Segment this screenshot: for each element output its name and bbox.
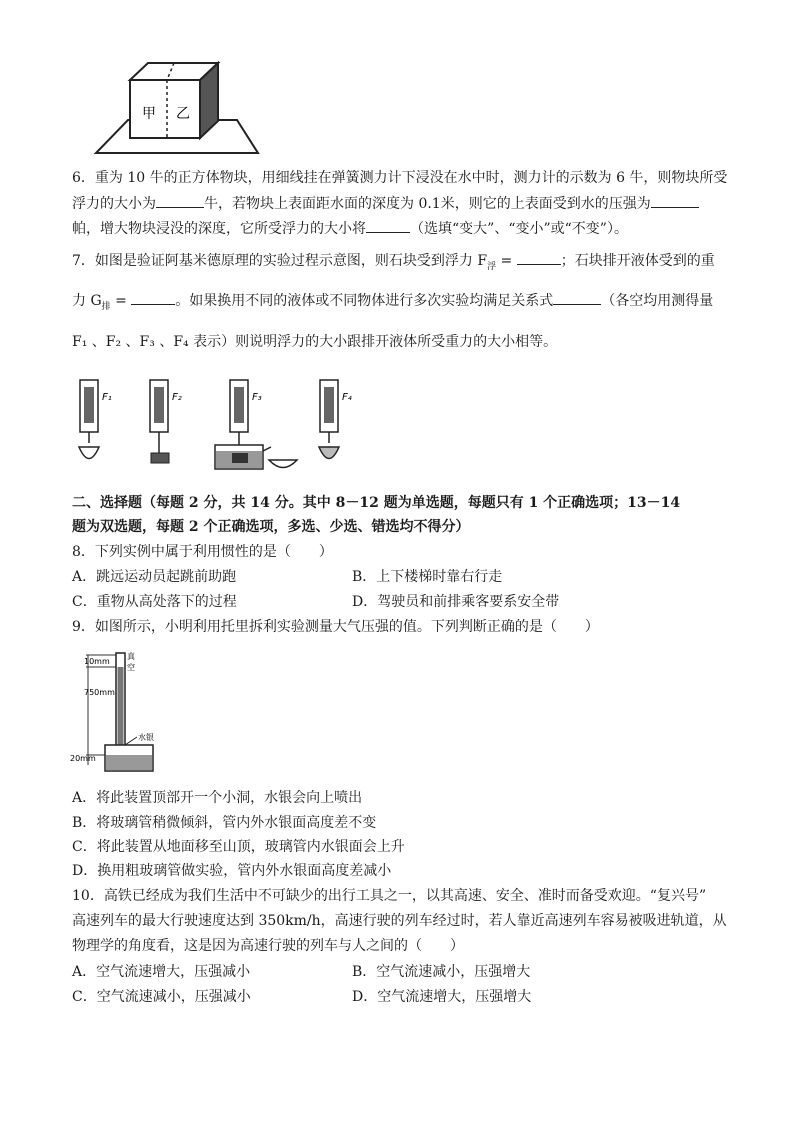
- q10-option-d[interactable]: D．空气流速增大，压强增大: [352, 989, 532, 1005]
- cube-on-table-figure: [92, 55, 262, 160]
- label-f1: F₁: [102, 392, 112, 403]
- q7-subscript: 浮: [487, 261, 497, 272]
- spring-scale-2: [150, 380, 182, 463]
- q7-subscript: 排: [101, 301, 111, 312]
- q7-line-3: F₁ 、F₂ 、F₃ 、F₄ 表示）则说明浮力的大小跟排开液体所受重力的大小相等。: [72, 334, 558, 350]
- q9-option-b[interactable]: B．将玻璃管稍微倾斜，管内外水银面高度差不变: [72, 815, 377, 831]
- label-f2: F₂: [172, 392, 182, 403]
- q7-text: ；石块排开液体受到的重: [560, 253, 715, 269]
- q6-answer-blank-2[interactable]: [651, 193, 699, 208]
- label-750mm: 750mm: [84, 688, 115, 697]
- q7-answer-blank-3[interactable]: [553, 290, 601, 305]
- spring-scale-4: [319, 380, 352, 459]
- q8-stem: 8．下列实例中属于利用惯性的是（ ）: [72, 544, 333, 560]
- q7-line-1: [72, 250, 715, 277]
- q6-line-1: 6．重为 10 牛的正方体物块，用细线挂在弹簧测力计下浸没在水中时，测力计的示数为 6 牛，则物块所受: [72, 170, 728, 186]
- q10-line-1: 10．高铁已经成为我们生活中不可缺少的出行工具之一，以其高速、安全、准时而备受欢迎。“复兴号”: [72, 888, 707, 904]
- cube-label-right: 乙: [176, 106, 190, 122]
- label-vacuum-1: 真: [127, 652, 135, 661]
- label-vacuum-2: 空: [127, 663, 135, 672]
- q10-line-3: 物理学的角度看，这是因为高速行驶的列车与人之间的（ ）: [72, 938, 464, 954]
- q9-option-a[interactable]: A．将此装置顶部开一个小洞，水银会向上喷出: [72, 790, 363, 806]
- q6-answer-blank-3[interactable]: [366, 218, 410, 233]
- q7-text: =: [110, 293, 132, 309]
- spring-scale-3: [215, 380, 297, 469]
- cube-label-left: 甲: [142, 106, 156, 122]
- label-f3: F₃: [252, 392, 262, 403]
- section-2-header-line-1: 二、选择题（每题 2 分，共 14 分。其中 8－12 题为单选题，每题只有 1 个正确选项；13－14: [72, 495, 681, 511]
- q6-text: （选填“变大”、“变小”或“不变”）。: [410, 221, 628, 237]
- label-mercury: 水银: [138, 733, 154, 742]
- q10-option-b[interactable]: B．空气流速减小，压强增大: [352, 964, 531, 980]
- section-2-header-line-2: 题为双选题，每题 2 个正确选项，多选、少选、错选均不得分）: [72, 519, 470, 535]
- q6-text: 牛，若物块上表面距水面的深度为 0.1米，则它的上表面受到水的压强为: [204, 196, 651, 212]
- q8-option-b[interactable]: B．上下楼梯时靠右行走: [352, 569, 503, 585]
- q6-answer-blank-1[interactable]: [156, 193, 204, 208]
- archimedes-experiment-figure: [75, 375, 375, 475]
- dish-mercury: [106, 755, 152, 770]
- label-10mm: 10mm: [84, 657, 110, 666]
- q9-option-d[interactable]: D．换用粗玻璃管做实验，管内外水银面高度差减小: [72, 863, 392, 879]
- q7-text: （各空均用测得量: [601, 293, 714, 309]
- q10-line-2: 高速列车的最大行驶速度达到 350km/h，高速行驶的列车经过时，若人靠近高速列车容易被吸进轨道，从: [72, 913, 727, 929]
- q7-answer-blank-1[interactable]: [517, 250, 561, 265]
- label-f4: F₄: [342, 392, 352, 403]
- q6-line-3: [72, 218, 628, 239]
- q7-text: 。如果换用不同的液体或不同物体进行多次实验均满足关系式: [175, 293, 554, 309]
- q10-option-a[interactable]: A．空气流速增大，压强减小: [72, 964, 251, 980]
- q7-text: =: [496, 253, 517, 269]
- q9-option-c[interactable]: C．将此装置从地面移至山顶，玻璃管内水银面会上升: [72, 839, 405, 855]
- q7-answer-blank-2[interactable]: [131, 290, 175, 305]
- q8-option-a[interactable]: A．跳远运动员起跳前助跑: [72, 569, 237, 585]
- q9-stem: 9．如图所示，小明利用托里拆利实验测量大气压强的值。下列判断正确的是（ ）: [72, 619, 599, 635]
- label-20mm: 20mm: [70, 754, 96, 763]
- torricelli-experiment-figure: [70, 645, 180, 775]
- q8-option-d[interactable]: D．驾驶员和前排乘客要系安全带: [352, 594, 560, 610]
- spring-scale-1: [79, 380, 112, 459]
- q6-text: 浮力的大小为: [72, 196, 156, 212]
- q7-line-2: [72, 290, 713, 317]
- q8-option-c[interactable]: C．重物从高处落下的过程: [72, 594, 237, 610]
- q7-text: 7．如图是验证阿基米德原理的实验过程示意图，则石块受到浮力 F: [72, 253, 488, 269]
- q6-line-2: [72, 193, 699, 214]
- q10-option-c[interactable]: C．空气流速减小，压强减小: [72, 989, 251, 1005]
- q7-text: 力 G: [72, 293, 102, 309]
- q6-text: 帕，增大物块浸没的深度，它所受浮力的大小将: [72, 221, 366, 237]
